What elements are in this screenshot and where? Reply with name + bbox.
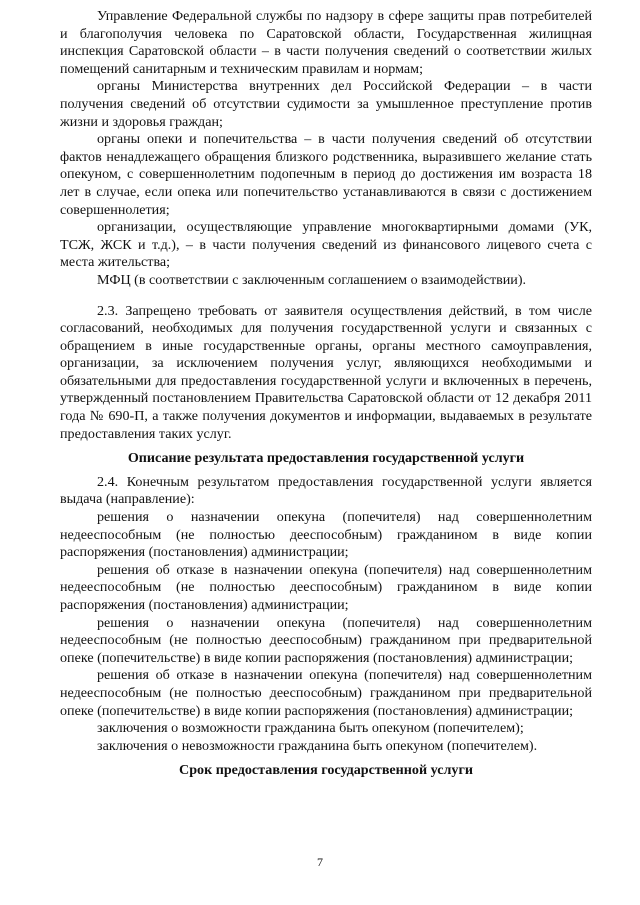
result-item-refusal: решения об отказе в назначении опекуна (попечителя) над совершеннолетним недееспособным (не полностью дееспособным) гражданином в виде копии распоряжения (постановления) администрации;: [60, 561, 592, 613]
result-item-preliminary-appointment: решения о назначении опекуна (попечителя) над совершеннолетним недееспособным (не полностью дееспособным) гражданином при предварительной опеке (попечительстве) в виде копии распоряжения (постановления) администрации;: [60, 614, 592, 666]
result-item-preliminary-refusal: решения об отказе в назначении опекуна (попечителя) над совершеннолетним недееспособным (не полностью дееспособным) гражданином при предварительной опеке (попечительстве) в виде копии распоряжения (постановления) администрации;: [60, 667, 592, 719]
result-item-appointment: решения о назначении опекуна (попечителя) над совершеннолетним недееспособным (не полностью дееспособным) гражданином в виде копии распоряжения (постановления) администрации;: [60, 509, 592, 561]
paragraph-mfc: МФЦ (в соответствии с заключенным соглашением о взаимодействии).: [97, 271, 527, 288]
paragraph-guardianship-bodies: органы опеки и попечительства – в части получения сведений об отсутствии фактов ненадлежащего обращения близкого родственника, выразившего желание стать опекуном, с совершеннолетним подопечным в период до достижения им возраста 18 лет в случае, если опека или попечительство устанавливаются в связи с достижением совершеннолетия;: [60, 131, 592, 218]
page-number: 7: [317, 855, 323, 869]
paragraph-2-4: 2.4. Конечным результатом предоставления государственной услуги является выдача (направление):: [60, 473, 592, 508]
paragraph-housing-management: организации, осуществляющие управление многоквартирными домами (УК, ТСЖ, ЖСК и т.д.), – в части получения сведений из финансового лицевого счета с места жительства;: [60, 219, 592, 271]
section-heading-result: Описание результата предоставления государственной услуги: [127, 450, 525, 467]
result-item-impossibility-conclusion: заключения о невозможности гражданина быть опекуном (попечителем).: [97, 737, 538, 754]
section-heading-term: Срок предоставления государственной услуги: [179, 762, 473, 779]
paragraph-rospotrebnadzor: Управление Федеральной службы по надзору в сфере защиты прав потребителей и благополучия человека по Саратовской области, Государственная жилищная инспекция Саратовской области – в части получения сведений о соответствии жилых помещений санитарным и техническим правилам и нормам;: [60, 8, 592, 77]
result-item-possibility-conclusion: заключения о возможности гражданина быть опекуном (попечителем);: [97, 720, 524, 737]
paragraph-mvd: органы Министерства внутренних дел Российской Федерации – в части получения сведений об отсутствии судимости за умышленное преступление против жизни и здоровья граждан;: [60, 78, 592, 130]
paragraph-2-3: 2.3. Запрещено требовать от заявителя осуществления действий, в том числе согласований, необходимых для получения государственной услуги и связанных с обращением в иные государственные органы, органы местного самоуправления, организации, за исключением получения услуг, являющихся необходимыми и обязательными для предоставления государственной услуги и включенных в перечень, утвержденный постановлением Правительства Саратовской области от 12 декабря 2011 года № 690-П, а также получения документов и информации, выдаваемых в результате предоставления таких услуг.: [60, 302, 592, 442]
document-page: [60, 8, 592, 786]
